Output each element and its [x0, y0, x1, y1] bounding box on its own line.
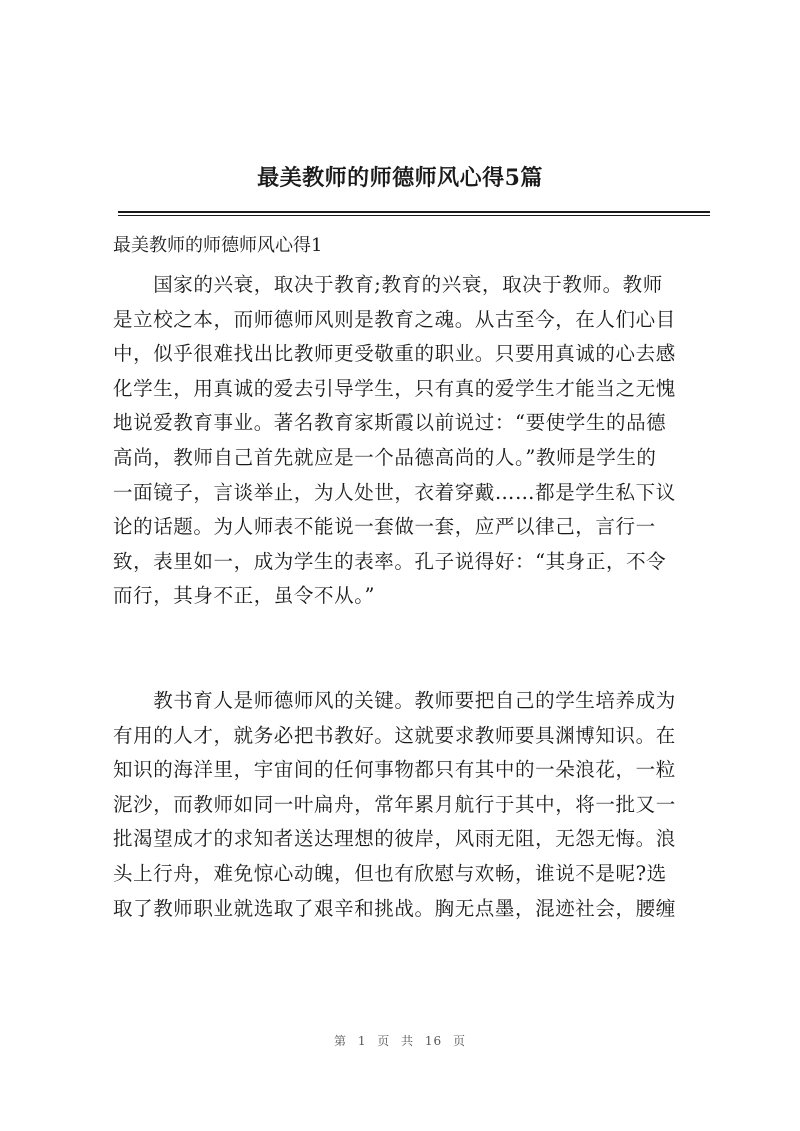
section-heading: 最美教师的师德师风心得1 — [113, 235, 323, 256]
paragraph-2 — [113, 684, 713, 926]
paragraph-line: 是立校之本，而师德师风则是教育之魂。从古至今，在人们心目 — [113, 307, 676, 331]
paragraph-line: 国家的兴衰，取决于教育;教育的兴衰，取决于教师。教师 — [113, 273, 663, 296]
paragraph-line: 知识的海洋里，宇宙间的任何事物都只有其中的一朵浪花，一粒 — [113, 758, 676, 782]
paragraph-line: 泥沙，而教师如同一叶扁舟，常年累月航行于其中，将一批又一 — [113, 792, 676, 816]
paragraph-line: 化学生，用真诚的爱去引导学生，只有真的爱学生才能当之无愧 — [113, 376, 676, 400]
title-underline-thin — [118, 215, 710, 216]
paragraph-line: 高尚，教师自己首先就应是一个品德高尚的人。”教师是学生的 — [113, 445, 657, 469]
paragraph-line: 批渴望成才的求知者送达理想的彼岸，风雨无阻，无怨无悔。浪 — [113, 827, 676, 851]
paragraph-1 — [113, 268, 713, 614]
paragraph-line: 致，表里如一，成为学生的表率。孔子说得好：“其身正，不令 — [113, 549, 667, 573]
paragraph-line: 教书育人是师德师风的关键。教师要把自己的学生培养成为 — [113, 689, 676, 712]
paragraph-line: 头上行舟，难免惊心动魄，但也有欣慰与欢畅，谁说不是呢?选 — [113, 861, 667, 885]
paragraph-line: 而行，其身不正，虽令不从。” — [113, 584, 376, 608]
paragraph-line: 论的话题。为人师表不能说一套做一套，应严以律己，言行一 — [113, 515, 656, 539]
paragraph-line: 一面镜子，言谈举止，为人处世，衣着穿戴……都是学生私下议 — [113, 480, 676, 504]
paragraph-line: 有用的人才，就务必把书教好。这就要求教师要具渊博知识。在 — [113, 723, 676, 747]
document-title: 最美教师的师德师风心得5篇 — [257, 165, 543, 191]
paragraph-line: 地说爱教育事业。著名教育家斯霞以前说过：“要使学生的品德 — [113, 411, 667, 435]
paragraph-line: 取了教师职业就选取了艰辛和挑战。胸无点墨，混迹社会，腰缠 — [113, 896, 676, 920]
paragraph-line: 中，似乎很难找出比教师更受敬重的职业。只要用真诚的心去感 — [113, 342, 676, 366]
page-footer: 第 1 页 共 16 页 — [334, 1034, 466, 1048]
title-underline-thick — [118, 211, 710, 213]
